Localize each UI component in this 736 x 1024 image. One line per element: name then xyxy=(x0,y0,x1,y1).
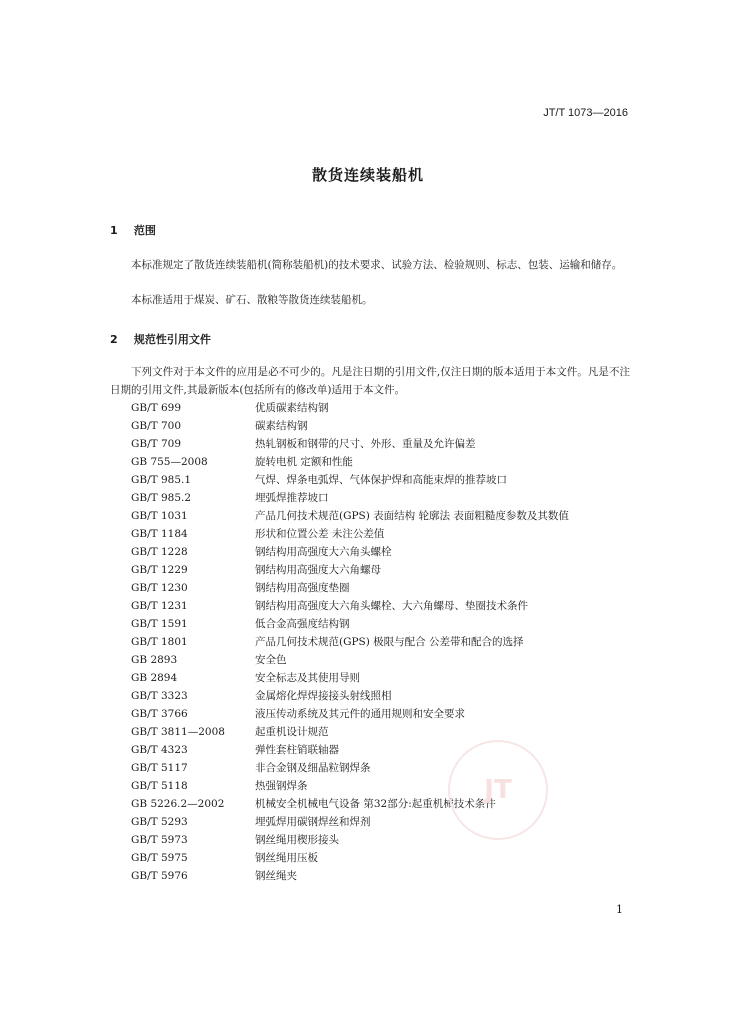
reference-title: 钢丝绳用楔形接头 xyxy=(255,834,339,846)
page-number: 1 xyxy=(616,903,623,916)
reference-item xyxy=(110,471,632,489)
reference-id: GB/T 1231 xyxy=(131,600,188,612)
reference-id: GB/T 5975 xyxy=(131,852,188,864)
section-1-heading xyxy=(110,222,156,238)
reference-id: GB 755—2008 xyxy=(131,456,208,468)
reference-item xyxy=(110,453,632,471)
reference-item xyxy=(110,867,632,885)
reference-id: GB/T 700 xyxy=(131,420,182,432)
reference-id: GB/T 5118 xyxy=(131,780,188,792)
section-2-heading xyxy=(110,331,211,347)
reference-title: 热轧钢板和钢带的尺寸、外形、重量及允许偏差 xyxy=(255,438,476,450)
reference-title: 安全标志及其使用导则 xyxy=(255,672,360,684)
reference-id: GB/T 5117 xyxy=(131,762,188,774)
reference-title: 碳素结构钢 xyxy=(255,420,308,432)
standard-code: JT/T 1073—2016 xyxy=(543,107,628,119)
reference-title: 埋弧焊用碳钢焊丝和焊剂 xyxy=(255,816,371,828)
reference-item xyxy=(110,633,632,651)
reference-title: 钢结构用高强度垫圈 xyxy=(255,582,350,594)
reference-id: GB/T 699 xyxy=(131,402,182,414)
reference-item xyxy=(110,525,632,543)
reference-title: 形状和位置公差 未注公差值 xyxy=(255,528,385,540)
reference-title: 机械安全机械电气设备 第32部分:起重机械技术条件 xyxy=(255,798,496,810)
reference-title: 优质碳素结构钢 xyxy=(255,402,329,414)
reference-item xyxy=(110,831,632,849)
reference-id: GB/T 1801 xyxy=(131,636,188,648)
reference-id: GB/T 1591 xyxy=(131,618,188,630)
reference-id: GB 2894 xyxy=(131,672,178,684)
reference-title: 钢结构用高强度大六角头螺栓 xyxy=(255,546,392,558)
reference-item xyxy=(110,687,632,705)
reference-title: 钢丝绳夹 xyxy=(255,870,297,882)
reference-title: 弹性套柱销联轴器 xyxy=(255,744,339,756)
reference-title: 热强钢焊条 xyxy=(255,780,308,792)
section-number: 1 xyxy=(110,224,118,237)
reference-id: GB/T 1229 xyxy=(131,564,188,576)
reference-item xyxy=(110,597,632,615)
reference-item xyxy=(110,507,632,525)
reference-title: 低合金高强度结构钢 xyxy=(255,618,350,630)
reference-item xyxy=(110,435,632,453)
reference-id: GB/T 5976 xyxy=(131,870,188,882)
reference-title: 产品几何技术规范(GPS) 极限与配合 公差带和配合的选择 xyxy=(255,636,524,648)
reference-id: GB/T 985.2 xyxy=(131,492,192,504)
watermark-stamp: JT xyxy=(448,740,548,840)
section-number: 2 xyxy=(110,333,118,346)
reference-id: GB/T 5973 xyxy=(131,834,188,846)
reference-title: 钢结构用高强度大六角螺母 xyxy=(255,564,381,576)
document-title: 散货连续装船机 xyxy=(311,166,424,184)
scope-paragraph-1: 本标准规定了散货连续装船机(简称装船机)的技术要求、试验方法、检验规则、标志、包装、运输和储存。 xyxy=(131,259,623,271)
reference-title: 产品几何技术规范(GPS) 表面结构 轮廓法 表面粗糙度参数及其数值 xyxy=(255,510,569,522)
reference-id: GB/T 3323 xyxy=(131,690,188,702)
reference-title: 液压传动系统及其元件的通用规则和安全要求 xyxy=(255,708,465,720)
reference-item xyxy=(110,849,632,867)
section-title: 规范性引用文件 xyxy=(133,333,211,346)
reference-item xyxy=(110,723,632,741)
reference-title: 非合金钢及细晶粒钢焊条 xyxy=(255,762,371,774)
references-intro: 下列文件对于本文件的应用是必不可少的。凡是注日期的引用文件,仅注日期的版本适用于本文件。凡是不注日期的引用文件,其最新版本(包括所有的修改单)适用于本文件。 xyxy=(110,366,630,396)
reference-id: GB/T 4323 xyxy=(131,744,188,756)
reference-item xyxy=(110,777,632,795)
reference-list xyxy=(110,399,632,885)
reference-item xyxy=(110,705,632,723)
reference-id: GB/T 1228 xyxy=(131,546,188,558)
reference-title: 安全色 xyxy=(255,654,287,666)
reference-item xyxy=(110,399,632,417)
reference-item xyxy=(110,651,632,669)
reference-item xyxy=(110,813,632,831)
reference-title: 金属熔化焊焊接接头射线照相 xyxy=(255,690,392,702)
reference-item xyxy=(110,795,632,813)
reference-title: 气焊、焊条电弧焊、气体保护焊和高能束焊的推荐坡口 xyxy=(255,474,507,486)
reference-id: GB/T 1230 xyxy=(131,582,188,594)
reference-title: 钢结构用高强度大六角头螺栓、大六角螺母、垫圈技术条件 xyxy=(255,600,528,612)
reference-item xyxy=(110,759,632,777)
reference-item xyxy=(110,579,632,597)
reference-title: 旋转电机 定额和性能 xyxy=(255,456,353,468)
reference-id: GB/T 5293 xyxy=(131,816,188,828)
reference-id: GB/T 3811—2008 xyxy=(131,726,225,738)
reference-item xyxy=(110,543,632,561)
reference-title: 钢丝绳用压板 xyxy=(255,852,318,864)
scope-paragraph-2: 本标准适用于煤炭、矿石、散粮等散货连续装船机。 xyxy=(131,294,373,306)
reference-item xyxy=(110,489,632,507)
reference-item xyxy=(110,615,632,633)
reference-item xyxy=(110,669,632,687)
reference-id: GB 2893 xyxy=(131,654,178,666)
reference-id: GB 5226.2—2002 xyxy=(131,798,225,810)
section-title: 范围 xyxy=(133,224,156,237)
reference-id: GB/T 3766 xyxy=(131,708,188,720)
reference-item xyxy=(110,561,632,579)
reference-id: GB/T 1184 xyxy=(131,528,188,540)
reference-title: 起重机设计规范 xyxy=(255,726,329,738)
reference-item xyxy=(110,741,632,759)
reference-title: 埋弧焊推荐坡口 xyxy=(255,492,329,504)
reference-id: GB/T 709 xyxy=(131,438,182,450)
reference-id: GB/T 1031 xyxy=(131,510,188,522)
reference-id: GB/T 985.1 xyxy=(131,474,192,486)
reference-item xyxy=(110,417,632,435)
